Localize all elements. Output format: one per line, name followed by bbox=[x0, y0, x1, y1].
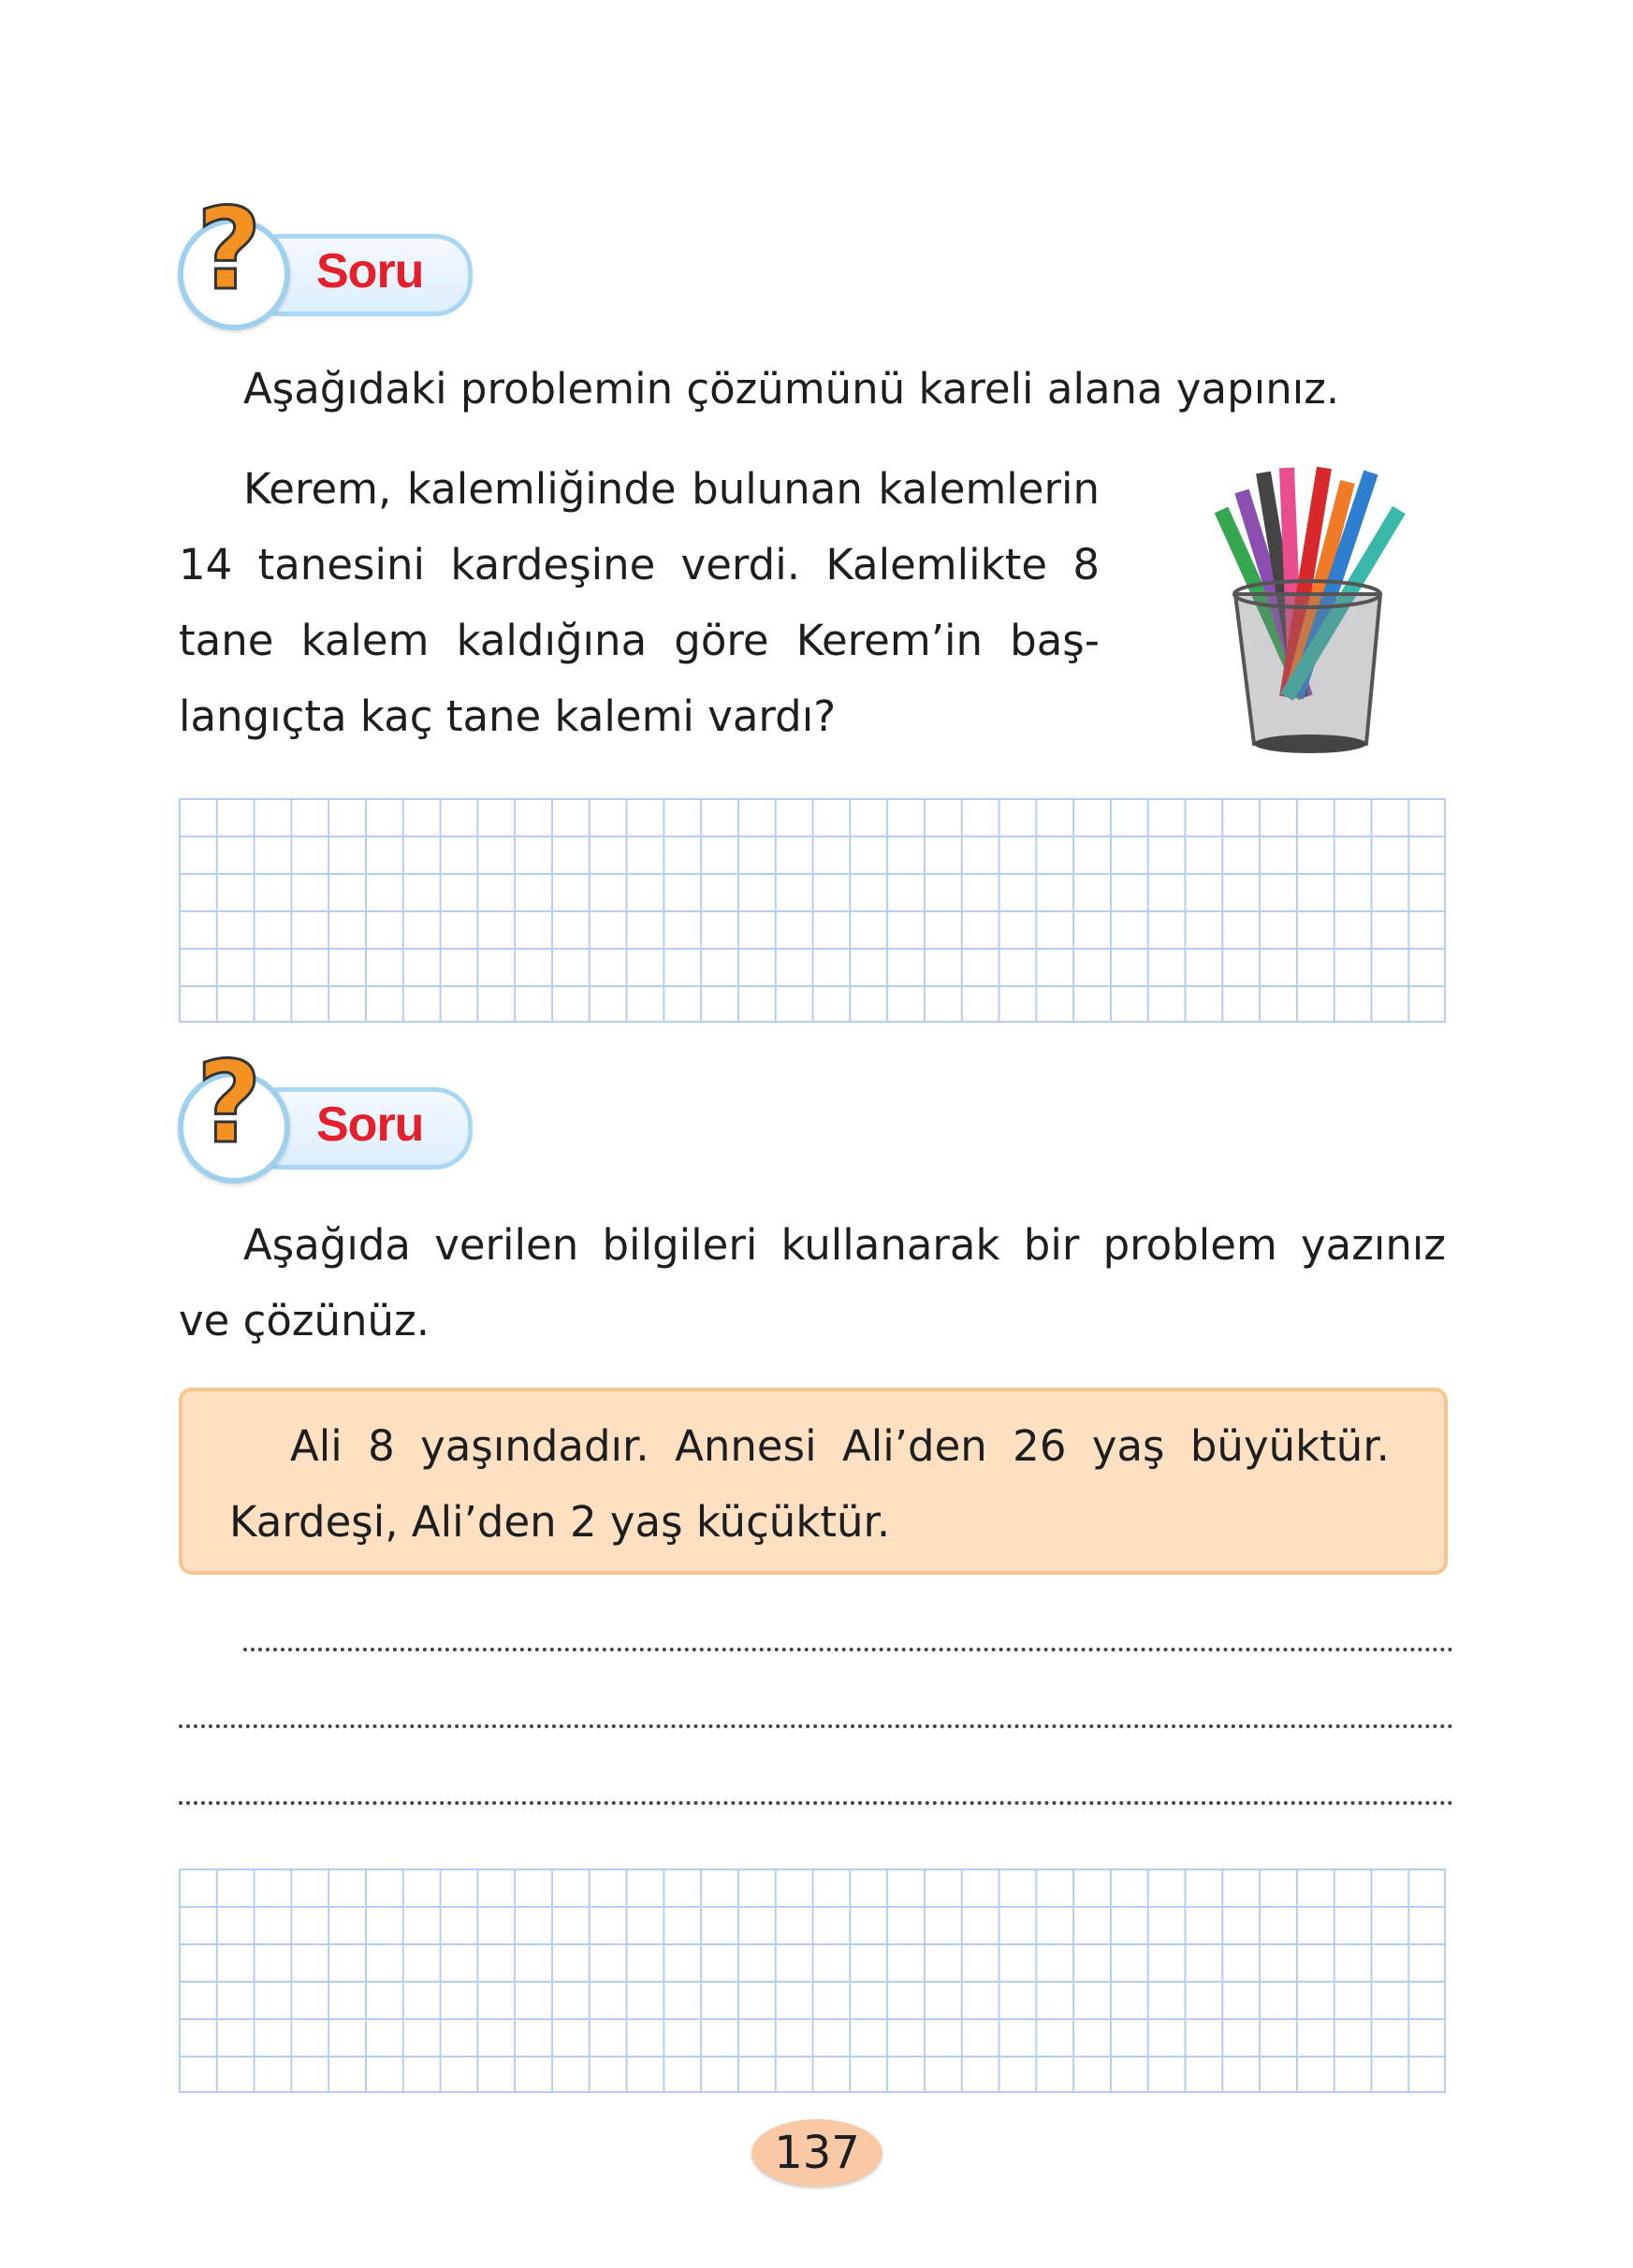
question-mascot-icon: ? bbox=[197, 1039, 262, 1169]
instruction-line: Aşağıda verilen bilgileri kullanarak bir problem yazınız bbox=[243, 1220, 1446, 1270]
problem-text-1 bbox=[179, 451, 1100, 754]
badge-label: Soru bbox=[316, 244, 424, 298]
answer-line-1[interactable] bbox=[243, 1648, 1453, 1651]
badge-label: Soru bbox=[316, 1098, 424, 1152]
answer-line-3[interactable] bbox=[179, 1801, 1453, 1805]
info-box bbox=[179, 1388, 1448, 1575]
info-line: Kardeşi, Ali’den 2 yaş küçüktür. bbox=[229, 1497, 891, 1547]
instruction-line: ve çözünüz. bbox=[179, 1296, 430, 1345]
problem-line: tane kalem kaldığına göre Kerem’in baş- bbox=[179, 616, 1100, 665]
question-badge-1 bbox=[178, 185, 477, 330]
problem-line: 14 tanesini kardeşine verdi. Kalemlikte 8 bbox=[179, 540, 1100, 589]
question-mascot-icon: ? bbox=[197, 185, 262, 315]
pencil-cup-illustration bbox=[1184, 454, 1432, 763]
answer-grid-1[interactable] bbox=[179, 798, 1446, 1023]
answer-grid-2[interactable] bbox=[179, 1868, 1446, 2093]
answer-line-2[interactable] bbox=[179, 1724, 1453, 1728]
instruction-1: Aşağıdaki problemin çözümünü kareli alana yapınız. bbox=[243, 364, 1340, 414]
instruction-2 bbox=[179, 1207, 1446, 1359]
question-badge-2 bbox=[178, 1039, 477, 1184]
info-line: Ali 8 yaşındadır. Annesi Ali’den 26 yaş büyüktür. bbox=[290, 1421, 1390, 1471]
problem-line: langıçta kaç tane kalemi vardı? bbox=[179, 691, 837, 741]
problem-line: Kerem, kalemliğinde bulunan kalemlerin bbox=[243, 464, 1100, 514]
page-number: 137 bbox=[751, 2119, 882, 2187]
